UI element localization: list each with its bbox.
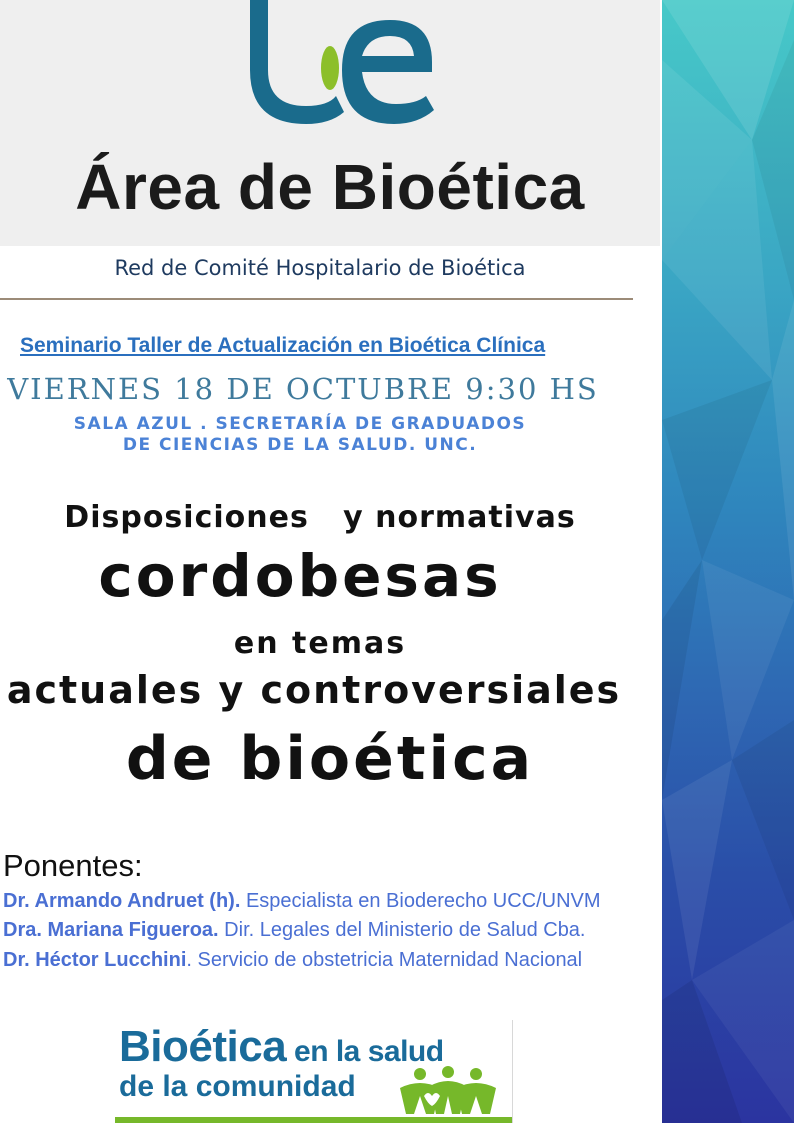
network-subtitle: Red de Comité Hospitalario de Bioética — [114, 256, 526, 280]
topic-line-3: en temas — [233, 626, 407, 661]
speaker-name: Dra. Mariana Figueroa. — [3, 919, 219, 941]
header-logo-block — [0, 0, 660, 246]
seminar-title: Seminario Taller de Actualización en Bioética Clínica — [20, 334, 546, 357]
footer-logo-small-text: en la salud — [286, 1035, 444, 1068]
topic-line-2: cordobesas — [98, 542, 502, 610]
decorative-gradient-panel — [662, 0, 794, 1123]
event-date-time: VIERNES 18 DE OCTUBRE 9:30 HS — [7, 372, 599, 406]
speakers-heading: Ponentes: — [3, 848, 143, 883]
bioetica-comunidad-logo — [115, 1020, 513, 1123]
venue-line-1: SALA AZUL . SECRETARÍA DE GRADUADOS — [73, 414, 527, 434]
speaker-item — [3, 949, 653, 972]
people-icon — [398, 1066, 498, 1116]
polygon-pattern — [662, 0, 794, 1123]
speaker-item — [3, 919, 653, 942]
speaker-role: . Servicio de obstetricia Maternidad Nacional — [186, 949, 583, 971]
area-title: Área de Bioética — [75, 151, 585, 223]
venue-line-2: DE CIENCIAS DE LA SALUD. UNC. — [122, 435, 478, 455]
footer-logo-big-text: Bioética — [119, 1022, 287, 1071]
footer-logo-green-bar — [115, 1117, 512, 1123]
topic-line-1: Disposiciones y normativas — [64, 500, 576, 535]
speaker-role: Especialista en Bioderecho UCC/UNVM — [240, 890, 601, 912]
speaker-name: Dr. Armando Andruet (h). — [3, 890, 241, 912]
topic-line-4: actuales y controversiales — [6, 668, 622, 712]
bie-logo-mark — [222, 0, 442, 128]
speaker-role: Dir. Legales del Ministerio de Salud Cba. — [218, 919, 586, 941]
divider — [0, 298, 633, 300]
footer-logo-line-2: de la comunidad — [119, 1070, 356, 1103]
footer-logo-line-1 — [119, 1022, 444, 1072]
speaker-item — [3, 890, 653, 913]
event-venue — [0, 414, 600, 456]
speaker-name: Dr. Héctor Lucchini — [3, 949, 187, 971]
topic-line-5: de bioética — [125, 724, 535, 794]
